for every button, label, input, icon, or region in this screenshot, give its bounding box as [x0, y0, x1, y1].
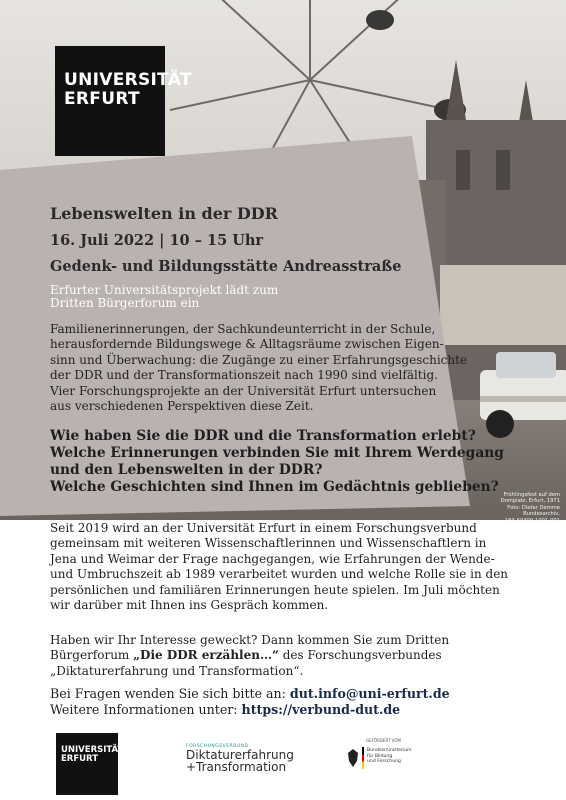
footer-logo-line: ERFURT [61, 754, 99, 764]
question-line: Welche Erinnerungen verbinden Sie mit Ihrem Werdegang [50, 445, 504, 461]
intro-paragraph [50, 322, 467, 414]
questions-block [50, 428, 504, 496]
dut-logo-line-2: +Transformation [186, 760, 287, 774]
caption-line: Domplatz, Erfurt, 1971 [500, 498, 560, 505]
invite-text: des Forschungsverbundes [278, 648, 442, 663]
invite-line-3: „Diktaturerfahrung und Transformation“. [50, 663, 304, 678]
event-subtitle [50, 284, 278, 310]
caption-line: Frühlingsfest auf dem [503, 492, 560, 498]
contact-email-label: Bei Fragen wenden Sie sich bitte an: [50, 686, 290, 701]
bmbf-line: Bundesministerium [367, 748, 412, 753]
bmbf-line: und Forschung [367, 759, 401, 765]
invite-text: Bürgerforum [50, 648, 134, 663]
invite-line-2 [50, 648, 449, 663]
footer-university-logo [56, 733, 124, 795]
dut-logo [186, 744, 294, 773]
event-date: 16. Juli 2022 | 10 – 15 Uhr [50, 232, 264, 249]
intro-line: Vier Forschungsprojekte an der Universität Erfurt untersuchen [50, 383, 437, 398]
subtitle-line-2: Dritten Bürgerforum ein [50, 296, 200, 310]
footer-logo-line: UNIVERSITÄT [61, 745, 124, 755]
intro-line: sinn und Überwachung: die Zugänge zu einer Erfahrungsgeschichte [50, 352, 468, 367]
intro-line: Familienerinnerungen, der Sachkundeunterricht in der Schule, [50, 322, 436, 336]
subtitle-line-1: Erfurter Universitätsprojekt lädt zum [50, 283, 279, 297]
intro-line: aus verschiedenen Perspektiven diese Zeit. [50, 399, 314, 414]
intro-line: herausfordernde Bildungswege & Alltagsräume zwischen Eigen- [50, 337, 444, 352]
research-paragraph [50, 521, 508, 613]
caption-line: Bundesarchiv, [523, 511, 560, 518]
logo-line-2: ERFURT [64, 89, 140, 109]
invite-line-1: Haben wir Ihr Interesse geweckt? Dann kommen Sie zum Dritten [50, 633, 450, 647]
bmbf-name [367, 748, 412, 765]
eagle-icon [346, 747, 360, 769]
contact-email-row [50, 686, 450, 702]
research-line: Jena und Weimar der Frage nachgegangen, wie Erfahrungen der Wende- [50, 551, 495, 566]
caption-line: Foto: Dieter Demme [507, 504, 560, 511]
research-line: wir darüber mit Ihnen ins Gespräch kommen. [50, 598, 329, 613]
flag-stripes [362, 747, 364, 769]
contact-email-link[interactable]: dut.info@uni-erfurt.de [289, 686, 450, 701]
event-venue: Gedenk- und Bildungsstätte Andreasstraße [50, 258, 402, 275]
bmbf-sponsor-label: GEFÖRDERT VOM [366, 738, 401, 743]
dut-logo-line-1: Diktaturerfahrung [186, 748, 294, 762]
intro-line: der DDR und der Transformationszeit nach 1990 sind vielfältig. [50, 368, 438, 383]
dut-logo-small: FORSCHUNGSVERBUND [186, 744, 249, 749]
question-line: und den Lebenswelten in der DDR? [50, 462, 323, 478]
question-line: Wie haben Sie die DDR und die Transformation erlebt? [50, 428, 476, 444]
forum-name: „Die DDR erzählen…“ [133, 648, 279, 663]
contact-url-row [50, 702, 450, 718]
contact-url-label: Weitere Informationen unter: [50, 702, 242, 718]
research-line: gemeinsam mit weiteren Wissenschaftlerinnen und Wissenschaftlern in [50, 536, 487, 551]
logo-line-1: UNIVERSITÄT [64, 70, 192, 90]
research-line: persönlichen und familiären Erinnerungen heute spielen. Im Juli möchten [50, 582, 500, 597]
bmbf-logo [346, 733, 436, 793]
bmbf-line: für Bildung [367, 753, 393, 759]
contact-url-link[interactable]: https://verbund-dut.de [241, 702, 401, 718]
invite-paragraph [50, 633, 449, 679]
research-line: und Umbruchszeit ab 1989 verarbeitet wurden und welche Rolle sie in den [50, 567, 509, 582]
question-line: Welche Geschichten sind Ihnen im Gedächtnis geblieben? [50, 479, 499, 495]
event-title: Lebenswelten in der DDR [50, 204, 278, 223]
photo-caption [480, 492, 560, 524]
university-logo [55, 46, 192, 156]
research-line: Seit 2019 wird an der Universität Erfurt in einem Forschungsverbund [50, 521, 477, 535]
contact-block [50, 686, 450, 719]
caption-line: 183-K0409-1001-001 [504, 517, 560, 524]
